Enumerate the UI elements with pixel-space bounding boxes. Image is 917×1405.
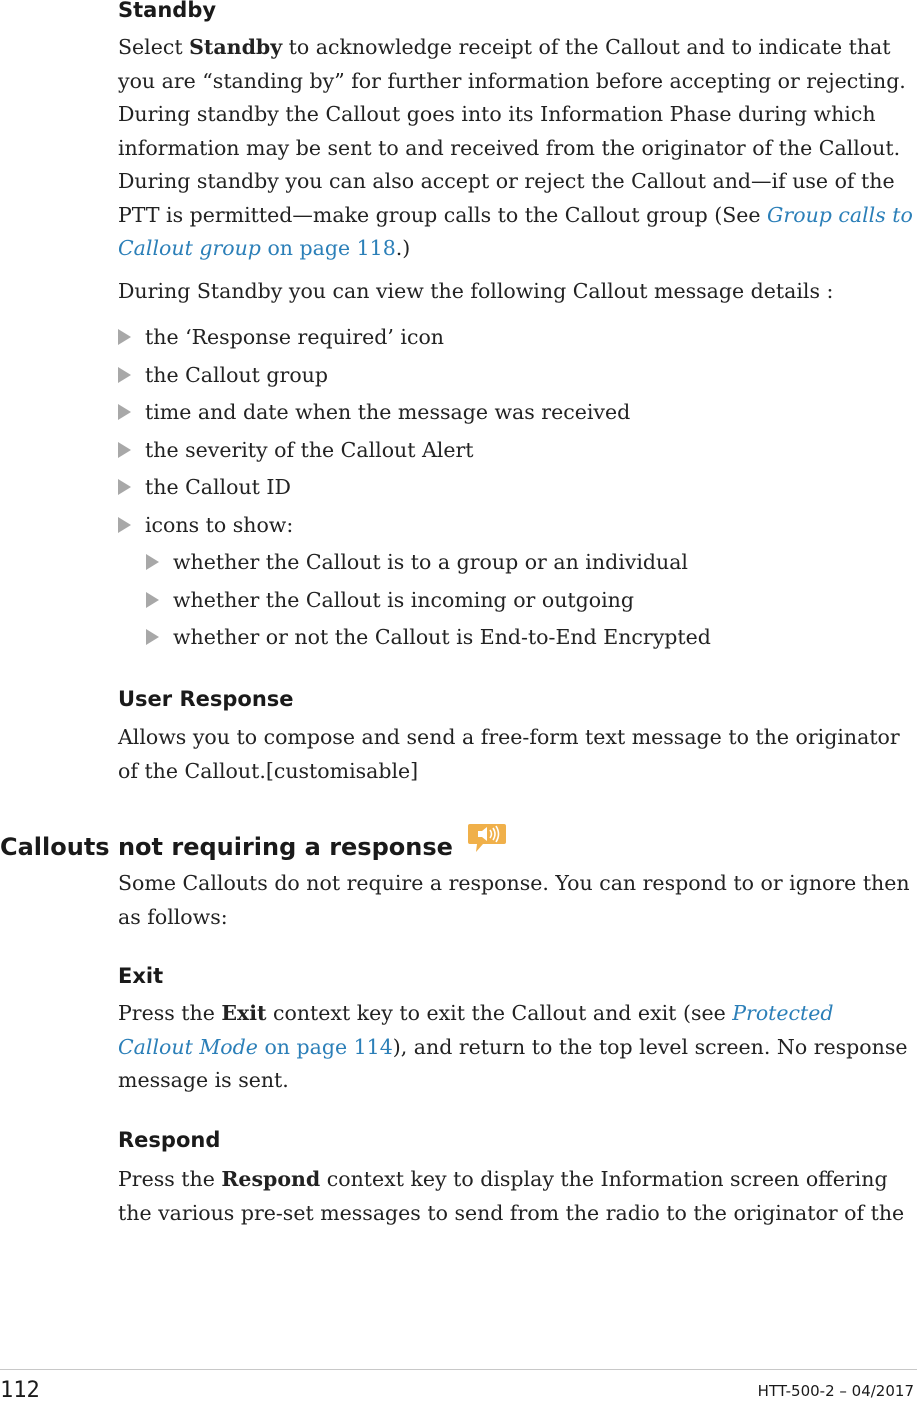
- text-run: context key to display the Information screen offering the various pre-set messages to send from the radio to the originator of the: [118, 1167, 905, 1225]
- respond-paragraph: [118, 1163, 914, 1230]
- link-page: on page 118: [260, 236, 396, 260]
- link-title: Group calls to Callout group: [118, 202, 913, 260]
- triangle-bullet-icon: [118, 479, 131, 495]
- callouts-no-response-paragraph: Some Callouts do not require a response. You can respond to or ignore then as follows:: [118, 871, 910, 929]
- respond-heading: Respond: [118, 1128, 221, 1152]
- exit-paragraph: [118, 997, 914, 1098]
- triangle-bullet-icon: [146, 592, 159, 608]
- standby-heading: Standby: [118, 0, 217, 22]
- callouts-no-response-heading: [0, 830, 507, 864]
- sub-list-item: [146, 622, 711, 652]
- list-item-text: time and date when the message was received: [145, 400, 631, 424]
- triangle-bullet-icon: [118, 404, 131, 420]
- standby-paragraph: [118, 31, 914, 266]
- bold-term-standby: Standby: [189, 35, 283, 59]
- heading-text: Callouts not requiring a response: [0, 833, 453, 861]
- list-item: [118, 435, 474, 465]
- list-item-text: whether or not the Callout is End-to-End Encrypted: [173, 625, 711, 649]
- list-item: [118, 472, 291, 502]
- sub-list-item: [146, 547, 688, 577]
- list-item-text: the severity of the Callout Alert: [145, 438, 474, 462]
- bold-term-exit: Exit: [221, 1001, 267, 1025]
- text-run: to acknowledge receipt of the Callout and to indicate that you are “standing by” for further information before accepting or rejecting. During standby the Callout goes into its Information Phase during which information may be sent to and received from the originator of the Callout. During standby you can also accept or reject the Callout and—if use of the PTT is permitted—make group calls to the Callout group (See: [118, 35, 906, 227]
- list-item: [118, 360, 328, 390]
- list-item-text: the Callout ID: [145, 475, 291, 499]
- triangle-bullet-icon: [118, 367, 131, 383]
- text-run: .): [395, 236, 411, 260]
- list-item: [118, 322, 444, 352]
- text-run: context key to exit the Callout and exit (see: [266, 1001, 733, 1025]
- text-run: ), and return to the top level screen. No response message is sent.: [118, 1034, 908, 1092]
- text-run: Press the: [118, 1167, 222, 1191]
- document-reference: HTT-500-2 – 04/2017: [757, 1382, 914, 1400]
- triangle-bullet-icon: [118, 442, 131, 458]
- triangle-bullet-icon: [118, 517, 131, 533]
- page-number: 112: [0, 1378, 40, 1403]
- user-response-paragraph: Allows you to compose and send a free-form text message to the originator of the Callout.[customisable]: [118, 725, 900, 783]
- bold-term-respond: Respond: [221, 1167, 321, 1191]
- list-item: [118, 397, 630, 427]
- list-item-text: the ‘Response required’ icon: [145, 325, 445, 349]
- exit-heading: Exit: [118, 964, 164, 988]
- triangle-bullet-icon: [146, 629, 159, 645]
- link-page: on page 114: [257, 1034, 393, 1059]
- triangle-bullet-icon: [118, 329, 131, 345]
- text-run: Press the: [118, 1001, 222, 1025]
- list-item-text: whether the Callout is incoming or outgoing: [173, 588, 634, 612]
- text-run: Select: [118, 35, 190, 59]
- list-item-text: icons to show:: [145, 513, 294, 537]
- link-title: Protected Callout Mode: [118, 1001, 834, 1059]
- user-response-heading: User Response: [118, 687, 294, 711]
- list-item-text: whether the Callout is to a group or an individual: [173, 550, 688, 574]
- list-item-text: the Callout group: [145, 363, 328, 387]
- triangle-bullet-icon: [146, 554, 159, 570]
- standby-details-intro: During Standby you can view the following Callout message details :: [118, 279, 834, 303]
- footer-divider: [0, 1369, 917, 1370]
- speaker-bubble-icon: [467, 822, 507, 856]
- list-item: [118, 510, 293, 540]
- sub-list-item: [146, 585, 634, 615]
